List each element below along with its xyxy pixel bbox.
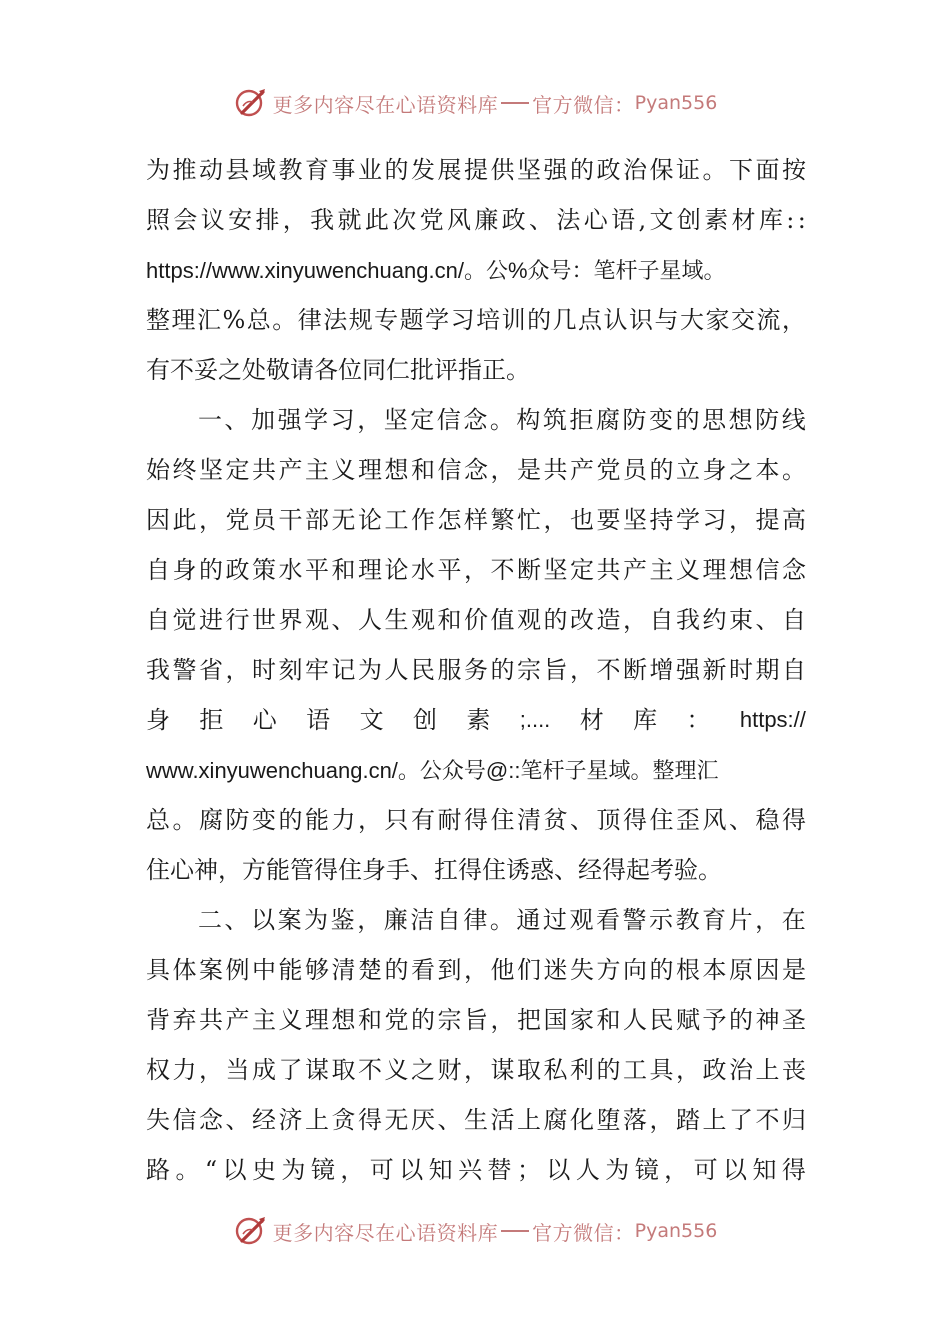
- body-line: 自 觉 进 行 世 界 观 、 人 生 观 和 价 值 观 的 改 造 ， 自 我 约 束 、 自: [146, 606, 806, 634]
- body-line: 失 信 念 、 经 济 上 贪 得 无 厌 、 生 活 上 腐 化 堕 落 ， 踏 上 了 不 归: [146, 1106, 806, 1134]
- body-line: 路 。 “ 以 史 为 镜 ， 可 以 知 兴 替 ； 以 人 为 镜 ， 可 以 知 得: [146, 1156, 806, 1184]
- header-wechat-label: 官方微信：: [532, 92, 635, 117]
- body-line: 背 弃 共 产 主 义 理 想 和 党 的 宗 旨 ， 把 国 家 和 人 民 赋 予 的 神 圣: [146, 1006, 806, 1034]
- body-line: 自 身 的 政 策 水 平 和 理 论 水 平 ， 不 断 坚 定 共 产 主 义 理 想 信 念: [146, 556, 806, 584]
- footer-banner: [0, 1209, 950, 1253]
- body-line: 始 终 坚 定 共 产 主 义 理 想 和 信 念 ， 是 共 产 党 员 的 立 身 之 本 。: [146, 456, 806, 484]
- body-line: 二 、 以 案 为 鉴 ， 廉 洁 自 律 。 通 过 观 看 警 示 教 育 片 ， 在: [198, 906, 806, 934]
- body-line: 因 此 ， 党 员 干 部 无 论 工 作 怎 样 繁 忙 ， 也 要 坚 持 学 习 ， 提 高: [146, 506, 806, 534]
- body-line-text: https://www.xinyuwenchuang.cn/。公%众号：笔杆子星域。: [146, 258, 726, 283]
- header-slogan: 更多内容尽在心语资料库: [272, 92, 499, 117]
- body-line: 住心神，方能管得住身手、扛得住诱惑、经得起考验。: [146, 856, 722, 884]
- body-line: 我 警 省 ， 时 刻 牢 记 为 人 民 服 务 的 宗 旨 ， 不 断 增 强 新 时 期 自: [146, 656, 806, 684]
- header-dash: [501, 102, 529, 104]
- footer-wechat-label: 官方微信：: [532, 1220, 635, 1245]
- body-line: [146, 245, 806, 295]
- footer-slogan: 更多内容尽在心语资料库: [272, 1220, 499, 1245]
- header-wechat-id: Pyan556: [634, 92, 718, 114]
- body-line-spaced: 身 拒 心 语 文 创 素 ;.... 材 库 ： https://: [146, 706, 806, 734]
- body-line: 权 力 ， 当 成 了 谋 取 不 义 之 财 ， 谋 取 私 利 的 工 具 ， 政 治 上 丧: [146, 1056, 806, 1084]
- header-banner: [0, 81, 950, 125]
- body-line: 照 会 议 安 排 ， 我 就 此 次 党 风 廉 政 、 法 心 语 , 文 创 素 材 库 : :: [146, 206, 806, 234]
- document-body: [146, 145, 806, 1195]
- body-line: 具 体 案 例 中 能 够 清 楚 的 看 到 ， 他 们 迷 失 方 向 的 根 本 原 因 是: [146, 956, 806, 984]
- body-line-text: www.xinyuwenchuang.cn/。公众号@::笔杆子星域。整理汇: [146, 758, 719, 783]
- body-line: 整 理 汇 % 总 。 律 法 规 专 题 学 习 培 训 的 几 点 认 识 与 大 家 交 流 ，: [146, 306, 806, 334]
- pen-logo-icon: [233, 85, 269, 121]
- body-line: [146, 745, 806, 795]
- pen-logo-icon: [233, 1213, 269, 1249]
- footer-dash: [501, 1230, 529, 1232]
- body-line: 总 。 腐 防 变 的 能 力 ， 只 有 耐 得 住 清 贫 、 顶 得 住 歪 风 、 稳 得: [146, 806, 806, 834]
- body-line: 一 、 加 强 学 习 ， 坚 定 信 念 。 构 筑 拒 腐 防 变 的 思 想 防 线: [198, 406, 806, 434]
- footer-wechat-id: Pyan556: [634, 1220, 718, 1242]
- body-line: 有不妥之处敬请各位同仁批评指正。: [146, 356, 530, 384]
- body-line: 为 推 动 县 域 教 育 事 业 的 发 展 提 供 坚 强 的 政 治 保 证 。 下 面 按: [146, 156, 806, 184]
